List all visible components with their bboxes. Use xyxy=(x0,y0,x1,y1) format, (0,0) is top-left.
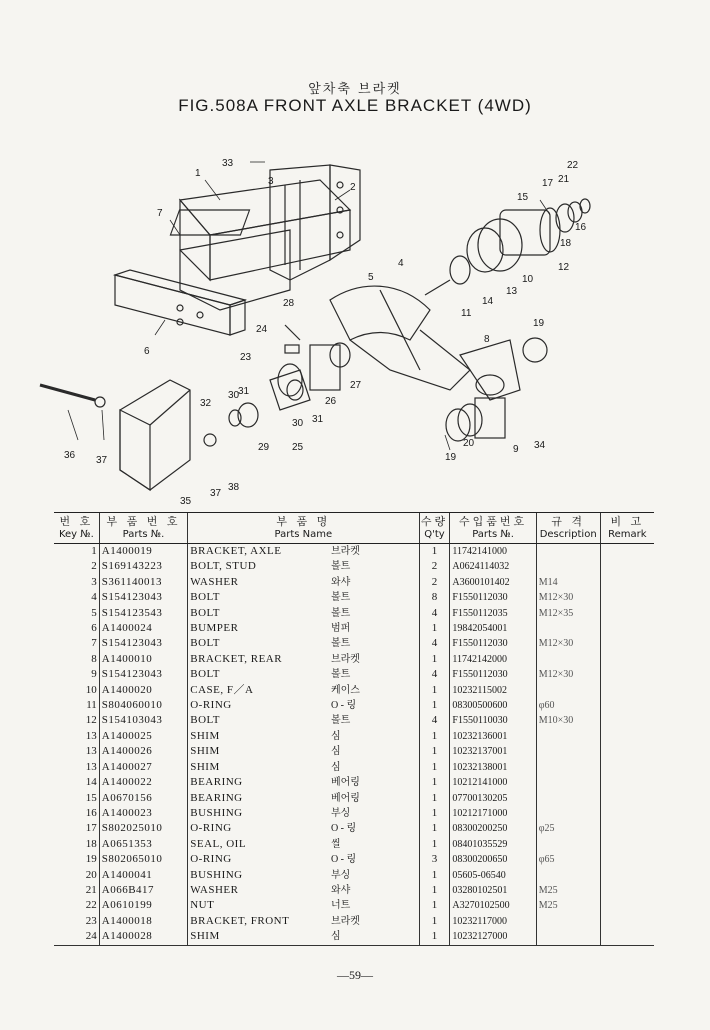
callout-number: 13 xyxy=(506,286,518,297)
parts-number-cell: S802065010 xyxy=(99,852,187,867)
supplier-number-cell: 08300200650 xyxy=(450,852,536,867)
quantity-cell: 2 xyxy=(419,559,450,574)
supplier-number-cell: F1550112030 xyxy=(450,667,536,682)
quantity-cell: 1 xyxy=(419,837,450,852)
key-cell: 19 xyxy=(85,853,97,866)
remark-cell xyxy=(600,544,654,560)
supplier-number-cell: F1550110030 xyxy=(450,713,536,728)
parts-number-cell: A0670156 xyxy=(99,791,187,806)
parts-number-cell: A1400041 xyxy=(99,868,187,883)
parts-number-cell: A1400026 xyxy=(99,744,187,759)
parts-number-cell: A1400028 xyxy=(99,929,187,945)
supplier-number-cell: F1550112030 xyxy=(450,636,536,651)
key-cell: 3 xyxy=(91,575,97,588)
counterweight-drawing xyxy=(40,380,216,490)
quantity-cell: 1 xyxy=(419,898,450,913)
axle-housing-drawing xyxy=(330,286,470,390)
callout-number: 23 xyxy=(240,352,252,363)
table-row xyxy=(54,775,654,790)
supplier-number-cell: 03280102501 xyxy=(450,883,536,898)
parts-number-cell: A1400022 xyxy=(99,775,187,790)
callout-number: 37 xyxy=(210,488,222,499)
key-cell: 8 xyxy=(91,652,97,665)
parts-name-korean-cell: 볼트 xyxy=(330,592,351,604)
quantity-cell: 1 xyxy=(419,883,450,898)
key-cell: 24 xyxy=(54,929,99,945)
parts-name-cell: SEAL, OIL xyxy=(188,837,329,852)
table-row xyxy=(54,760,654,775)
table-row xyxy=(54,544,654,560)
quantity-cell: 4 xyxy=(419,636,450,651)
parts-name-cell: SHIM xyxy=(188,729,329,744)
description-cell: M14 xyxy=(536,575,600,590)
callout-number: 6 xyxy=(144,346,150,357)
parts-number-cell: A0610199 xyxy=(99,898,187,913)
parts-name-korean-cell: 볼트 xyxy=(330,715,351,727)
callout-number: 16 xyxy=(575,222,587,233)
description-cell: M12×30 xyxy=(536,590,600,605)
parts-name-cell: BOLT xyxy=(188,667,329,682)
parts-name-korean-cell: 볼트 xyxy=(330,561,351,573)
col-key: 번 호 Key №. xyxy=(54,513,99,544)
parts-name-korean-cell: 심 xyxy=(330,730,341,742)
supplier-number-cell: 10232127000 xyxy=(450,929,536,945)
parts-number-cell: A1400010 xyxy=(99,652,187,667)
table-row xyxy=(54,683,654,698)
remark-cell xyxy=(600,683,654,698)
description-cell xyxy=(536,914,600,929)
key-cell: 21 xyxy=(85,883,97,896)
parts-name-cell: BUSHING xyxy=(188,806,329,821)
remark-cell xyxy=(600,667,654,682)
table-row xyxy=(54,868,654,883)
callout-number: 15 xyxy=(517,192,529,203)
parts-name-cell: BEARING xyxy=(188,791,329,806)
callout-number: 26 xyxy=(325,396,337,407)
parts-name-korean-cell: 볼트 xyxy=(330,669,351,681)
col-qty: 수량 Q'ty xyxy=(419,513,450,544)
parts-number-cell: S361140013 xyxy=(99,575,187,590)
description-cell xyxy=(536,683,600,698)
supplier-number-cell: 08300200250 xyxy=(450,821,536,836)
callout-number: 18 xyxy=(560,238,572,249)
figure-title: FIG.508A FRONT AXLE BRACKET (4WD) xyxy=(178,96,532,115)
supplier-number-cell: 05605-06540 xyxy=(450,868,536,883)
parts-name-korean-cell: O - 링 xyxy=(330,823,357,835)
remark-cell xyxy=(600,929,654,945)
quantity-cell: 1 xyxy=(419,914,450,929)
callout-number: 37 xyxy=(96,455,108,466)
col-remark: 비 고 Remark xyxy=(600,513,654,544)
quantity-cell: 3 xyxy=(419,852,450,867)
supplier-number-cell: F1550112035 xyxy=(450,606,536,621)
description-cell: M12×30 xyxy=(536,636,600,651)
description-cell xyxy=(536,744,600,759)
description-cell: M12×30 xyxy=(536,667,600,682)
quantity-cell: 4 xyxy=(419,606,450,621)
callout-number: 19 xyxy=(445,452,457,463)
description-cell: φ25 xyxy=(536,821,600,836)
key-cell: 14 xyxy=(85,776,97,789)
callout-number: 30 xyxy=(228,390,240,401)
key-cell: 18 xyxy=(85,837,97,850)
table-row xyxy=(54,606,654,621)
parts-name-cell: SHIM xyxy=(188,929,329,945)
key-cell: 13 xyxy=(85,729,97,742)
remark-cell xyxy=(600,575,654,590)
remark-cell xyxy=(600,806,654,821)
callout-number: 32 xyxy=(200,398,212,409)
description-cell: M12×35 xyxy=(536,606,600,621)
parts-name-cell: BOLT xyxy=(188,590,329,605)
remark-cell xyxy=(600,821,654,836)
callout-number: 11 xyxy=(461,308,472,319)
parts-name-cell: BUMPER xyxy=(188,621,329,636)
key-cell: 2 xyxy=(91,560,97,573)
description-cell xyxy=(536,806,600,821)
remark-cell xyxy=(600,744,654,759)
key-cell: 16 xyxy=(85,806,97,819)
parts-name-cell: CASE, F／A xyxy=(188,683,329,698)
callout-number: 31 xyxy=(238,386,250,397)
table-row xyxy=(54,837,654,852)
table-row xyxy=(54,636,654,651)
description-cell: M10×30 xyxy=(536,713,600,728)
quantity-cell: 1 xyxy=(419,791,450,806)
quantity-cell: 1 xyxy=(419,760,450,775)
remark-cell xyxy=(600,606,654,621)
remark-cell xyxy=(600,636,654,651)
quantity-cell: 1 xyxy=(419,652,450,667)
table-row xyxy=(54,898,654,913)
callout-number: 34 xyxy=(534,440,546,451)
table-row xyxy=(54,852,654,867)
col-supplier-no: 수입품번호 Parts №. xyxy=(450,513,536,544)
col-description: 규 격 Description xyxy=(536,513,600,544)
parts-name-korean-cell: 브라켓 xyxy=(330,653,360,665)
parts-table xyxy=(54,512,654,946)
quantity-cell: 8 xyxy=(419,590,450,605)
parts-name-korean-cell: 부싱 xyxy=(330,869,351,881)
parts-name-korean-cell: 와샤 xyxy=(330,884,351,896)
callout-number: 36 xyxy=(64,450,76,461)
parts-name-korean-cell: 너트 xyxy=(330,900,351,912)
parts-number-cell: A066B417 xyxy=(99,883,187,898)
exploded-parts-diagram xyxy=(30,140,690,510)
remark-cell xyxy=(600,698,654,713)
key-cell: 12 xyxy=(85,714,97,727)
parts-number-cell: S802025010 xyxy=(99,821,187,836)
description-cell xyxy=(536,559,600,574)
table-row xyxy=(54,559,654,574)
table-row xyxy=(54,729,654,744)
description-cell: φ65 xyxy=(536,852,600,867)
callout-number: 28 xyxy=(283,298,295,309)
key-cell: 17 xyxy=(85,822,97,835)
callout-number: 10 xyxy=(522,274,534,285)
key-cell: 1 xyxy=(91,545,97,557)
key-cell: 10 xyxy=(85,683,97,696)
callout-number: 1 xyxy=(195,168,201,179)
description-cell: M25 xyxy=(536,898,600,913)
quantity-cell: 4 xyxy=(419,713,450,728)
description-cell xyxy=(536,868,600,883)
description-cell xyxy=(536,760,600,775)
callout-number: 38 xyxy=(228,482,240,493)
quantity-cell: 1 xyxy=(419,698,450,713)
description-cell xyxy=(536,775,600,790)
remark-cell xyxy=(600,559,654,574)
parts-name-cell: SHIM xyxy=(188,744,329,759)
supplier-number-cell: A3600101402 xyxy=(450,575,536,590)
parts-number-cell: S154123043 xyxy=(99,590,187,605)
parts-number-cell: A1400020 xyxy=(99,683,187,698)
remark-cell xyxy=(600,852,654,867)
remark-cell xyxy=(600,652,654,667)
callout-number: 21 xyxy=(558,174,570,185)
callout-number: 8 xyxy=(484,334,490,345)
quantity-cell: 1 xyxy=(419,929,450,945)
remark-cell xyxy=(600,775,654,790)
col-parts-name: 부 품 명 Parts Name xyxy=(188,513,419,544)
callout-number: 29 xyxy=(258,442,270,453)
parts-number-cell: S154123543 xyxy=(99,606,187,621)
key-cell: 7 xyxy=(91,637,97,650)
parts-name-korean-cell: 와샤 xyxy=(330,576,351,588)
callout-number: 4 xyxy=(398,258,404,269)
parts-number-cell: A0651353 xyxy=(99,837,187,852)
parts-name-korean-cell: O - 링 xyxy=(330,700,357,712)
parts-name-korean-cell: 볼트 xyxy=(330,638,351,650)
figure-title-korean: 앞차축 브라켓 xyxy=(308,82,402,97)
parts-name-korean-cell: 브라켓 xyxy=(330,915,360,927)
parts-name-korean-cell: 볼트 xyxy=(330,607,351,619)
description-cell xyxy=(536,729,600,744)
callout-number: 31 xyxy=(312,414,324,425)
callout-number: 33 xyxy=(222,158,234,169)
remark-cell xyxy=(600,590,654,605)
supplier-number-cell: 10232115002 xyxy=(450,683,536,698)
key-cell: 5 xyxy=(91,606,97,619)
description-cell xyxy=(536,544,600,560)
parts-number-cell: A1400019 xyxy=(99,544,187,560)
parts-name-cell: SHIM xyxy=(188,760,329,775)
callout-number: 3 xyxy=(268,176,274,187)
key-cell: 9 xyxy=(91,668,97,681)
supplier-number-cell: 11742142000 xyxy=(450,652,536,667)
parts-name-cell: BEARING xyxy=(188,775,329,790)
table-row xyxy=(54,744,654,759)
quantity-cell: 1 xyxy=(419,821,450,836)
table-row xyxy=(54,929,654,945)
parts-number-cell: S154123043 xyxy=(99,636,187,651)
parts-name-cell: BRACKET, AXLE xyxy=(188,544,329,560)
supplier-number-cell: 07700130205 xyxy=(450,791,536,806)
callout-number: 35 xyxy=(180,496,192,507)
callout-number: 2 xyxy=(350,182,356,193)
key-cell: 23 xyxy=(85,914,97,927)
parts-name-korean-cell: 심 xyxy=(330,746,341,758)
description-cell xyxy=(536,837,600,852)
callout-number: 12 xyxy=(558,262,570,273)
quantity-cell: 1 xyxy=(419,744,450,759)
parts-name-cell: BOLT xyxy=(188,606,329,621)
table-row xyxy=(54,713,654,728)
supplier-number-cell: 10232117000 xyxy=(450,914,536,929)
parts-name-cell: O-RING xyxy=(188,821,329,836)
key-cell: 15 xyxy=(85,791,97,804)
remark-cell xyxy=(600,883,654,898)
parts-name-cell: WASHER xyxy=(188,883,329,898)
quantity-cell: 1 xyxy=(419,868,450,883)
parts-name-korean-cell: 케이스 xyxy=(330,684,360,696)
quantity-cell: 1 xyxy=(419,775,450,790)
key-cell: 13 xyxy=(85,745,97,758)
table-row xyxy=(54,667,654,682)
parts-number-cell: A1400023 xyxy=(99,806,187,821)
parts-name-cell: BUSHING xyxy=(188,868,329,883)
parts-name-cell: BRACKET, FRONT xyxy=(188,914,329,929)
description-cell: φ60 xyxy=(536,698,600,713)
remark-cell xyxy=(600,868,654,883)
callout-number: 30 xyxy=(292,418,304,429)
key-cell: 4 xyxy=(91,591,97,604)
supplier-number-cell: F1550112030 xyxy=(450,590,536,605)
remark-cell xyxy=(600,791,654,806)
table-row xyxy=(54,806,654,821)
callout-number: 9 xyxy=(513,444,519,455)
callout-number: 17 xyxy=(542,178,554,189)
parts-number-cell: A1400024 xyxy=(99,621,187,636)
supplier-number-cell: 10232137001 xyxy=(450,744,536,759)
key-cell: 6 xyxy=(91,622,97,635)
parts-name-cell: BOLT, STUD xyxy=(188,559,329,574)
parts-name-cell: BOLT xyxy=(188,713,329,728)
supplier-number-cell: A3270102500 xyxy=(450,898,536,913)
remark-cell xyxy=(600,713,654,728)
parts-name-korean-cell: 씰 xyxy=(330,838,341,850)
parts-name-korean-cell: 심 xyxy=(330,761,341,773)
parts-name-cell: BRACKET, REAR xyxy=(188,652,329,667)
table-row xyxy=(54,652,654,667)
supplier-number-cell: 10212141000 xyxy=(450,775,536,790)
remark-cell xyxy=(600,898,654,913)
supplier-number-cell: 10232136001 xyxy=(450,729,536,744)
parts-number-cell: S154123043 xyxy=(99,667,187,682)
quantity-cell: 2 xyxy=(419,575,450,590)
key-cell: 11 xyxy=(86,699,97,712)
supplier-number-cell: 10232138001 xyxy=(450,760,536,775)
parts-name-cell: BOLT xyxy=(188,636,329,651)
remark-cell xyxy=(600,837,654,852)
parts-number-cell: A1400018 xyxy=(99,914,187,929)
callout-number: 20 xyxy=(463,438,475,449)
callout-number: 7 xyxy=(157,208,163,219)
callout-number: 5 xyxy=(368,272,374,283)
col-parts-no: 부 품 번 호 Parts №. xyxy=(99,513,187,544)
table-row xyxy=(54,914,654,929)
description-cell xyxy=(536,929,600,945)
callout-number: 25 xyxy=(292,442,304,453)
description-cell: M25 xyxy=(536,883,600,898)
remark-cell xyxy=(600,621,654,636)
parts-name-cell: O-RING xyxy=(188,852,329,867)
rear-bracket-drawing xyxy=(446,338,547,441)
table-row xyxy=(54,590,654,605)
supplier-number-cell: 08300500600 xyxy=(450,698,536,713)
parts-name-korean-cell: 브라켓 xyxy=(330,546,360,557)
key-cell: 13 xyxy=(85,760,97,773)
description-cell xyxy=(536,652,600,667)
parts-number-cell: S154103043 xyxy=(99,713,187,728)
description-cell xyxy=(536,621,600,636)
callout-number: 14 xyxy=(482,296,494,307)
callout-number: 19 xyxy=(533,318,545,329)
parts-name-cell: NUT xyxy=(188,898,329,913)
parts-name-korean-cell: 베어링 xyxy=(330,777,360,789)
callout-number: 22 xyxy=(567,160,579,171)
supplier-number-cell: 11742141000 xyxy=(450,544,536,560)
parts-name-korean-cell: 부싱 xyxy=(330,807,351,819)
callout-number: 27 xyxy=(350,380,362,391)
parts-name-korean-cell: 심 xyxy=(329,929,419,945)
quantity-cell: 1 xyxy=(419,683,450,698)
page-number: —59— xyxy=(337,968,373,982)
supplier-number-cell: 19842054001 xyxy=(450,621,536,636)
remark-cell xyxy=(600,729,654,744)
parts-name-korean-cell: 범퍼 xyxy=(330,623,351,635)
key-cell: 22 xyxy=(85,899,97,912)
table-row xyxy=(54,575,654,590)
table-row xyxy=(54,791,654,806)
quantity-cell: 4 xyxy=(419,667,450,682)
parts-number-cell: S169143223 xyxy=(99,559,187,574)
quantity-cell: 1 xyxy=(419,806,450,821)
parts-name-korean-cell: O - 링 xyxy=(330,854,357,866)
parts-name-cell: O-RING xyxy=(188,698,329,713)
parts-name-korean-cell: 베어링 xyxy=(330,792,360,804)
supplier-number-cell: 08401035529 xyxy=(450,837,536,852)
parts-number-cell: A1400027 xyxy=(99,760,187,775)
parts-number-cell: S804060010 xyxy=(99,698,187,713)
supplier-number-cell: A0624114032 xyxy=(450,559,536,574)
supplier-number-cell: 10212171000 xyxy=(450,806,536,821)
callout-number: 24 xyxy=(256,324,268,335)
parts-name-cell: WASHER xyxy=(188,575,329,590)
quantity-cell: 1 xyxy=(419,729,450,744)
table-row xyxy=(54,821,654,836)
parts-number-cell: A1400025 xyxy=(99,729,187,744)
remark-cell xyxy=(600,760,654,775)
table-row xyxy=(54,883,654,898)
description-cell xyxy=(536,791,600,806)
table-header-row xyxy=(54,513,654,544)
table-row xyxy=(54,621,654,636)
key-cell: 20 xyxy=(85,868,97,881)
front-bracket-drawing xyxy=(229,325,350,427)
remark-cell xyxy=(600,914,654,929)
quantity-cell: 1 xyxy=(419,621,450,636)
table-row xyxy=(54,698,654,713)
quantity-cell: 1 xyxy=(419,544,450,560)
